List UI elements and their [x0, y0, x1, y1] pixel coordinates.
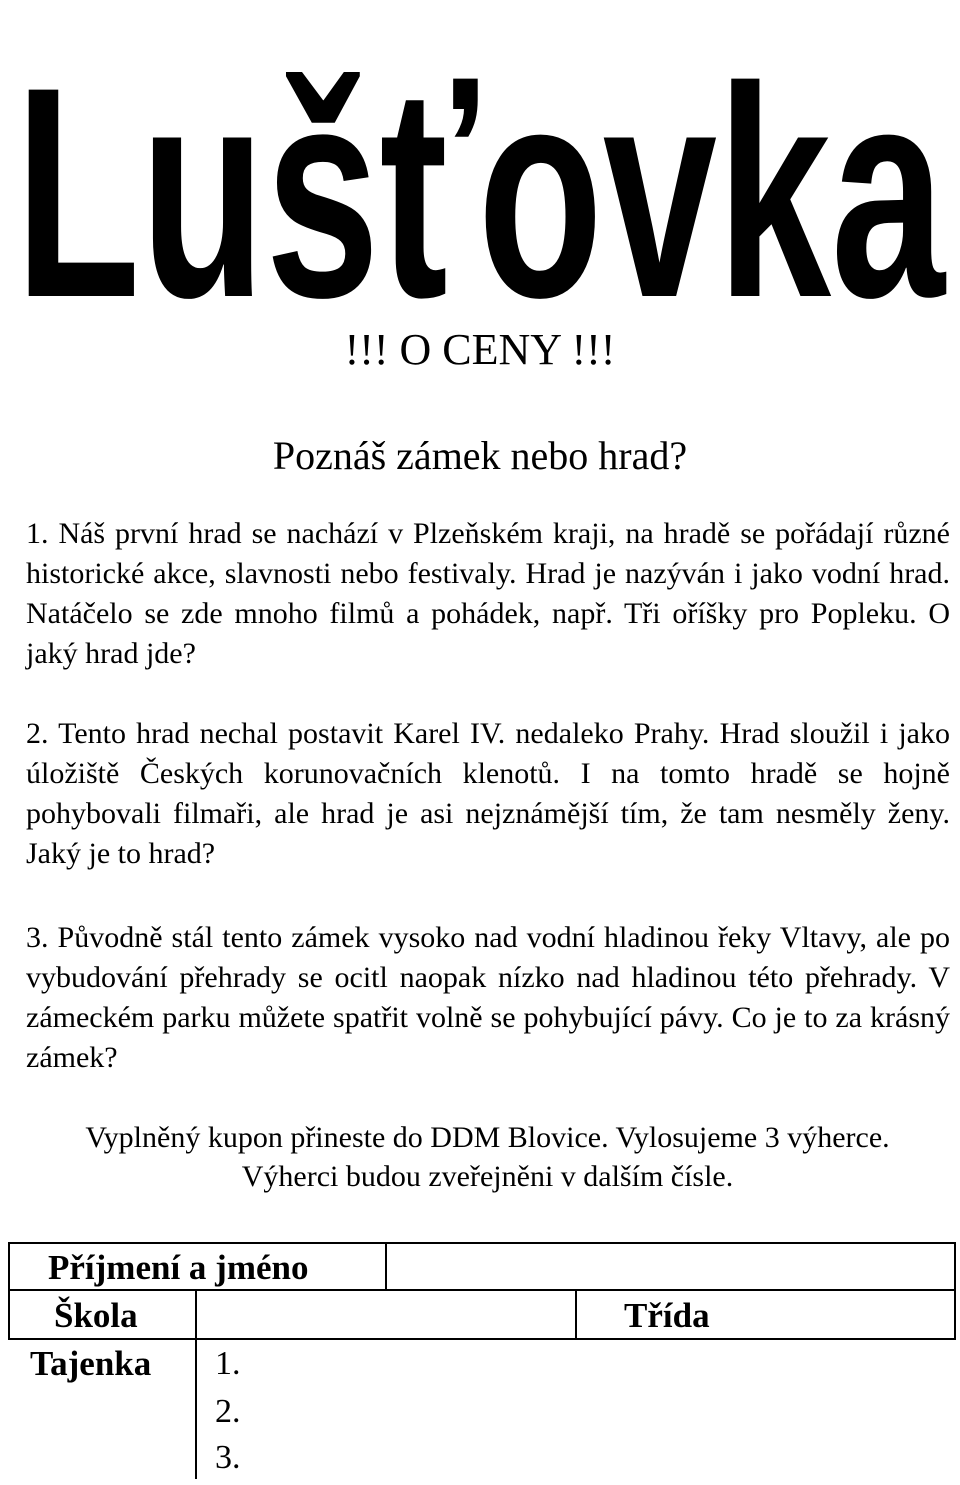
answer-number-2: 2.: [215, 1393, 241, 1430]
quiz-title: Poznáš zámek nebo hrad?: [272, 433, 688, 478]
school-label: Škola: [54, 1296, 138, 1335]
coupon-divider-2: [8, 1338, 956, 1340]
answer-number-3: 3.: [215, 1439, 241, 1476]
coupon-border-top: [8, 1242, 956, 1244]
coupon-border-right: [954, 1242, 956, 1339]
name-label: Příjmení a jméno: [48, 1248, 309, 1287]
question-2: 2. Tento hrad nechal postavit Karel IV. nedaleko Prahy. Hrad sloužil i jako úložiště Českých korunovačních klenotů. I na tomto hradě se hojně pohybovali filmaři, ale hrad je asi nejznámější tím, že tam nesměly ženy. Jaký je to hrad?: [26, 717, 950, 870]
winners-note: Výherci budou zveřejněni v dalším čísle.: [241, 1160, 734, 1193]
class-label: Třída: [624, 1296, 710, 1335]
answer-label: Tajenka: [30, 1344, 152, 1383]
coupon-border-left: [8, 1242, 10, 1339]
question-3: 3. Původně stál tento zámek vysoko nad vodní hladinou řeky Vltavy, ale po vybudování přehrady se ocitl naopak nízko nad hladinou této přehrady. V zámeckém parku můžete spatřit volně se pohybující pávy. Co je to za krásný zámek?: [26, 921, 950, 1074]
coupon-divider-class: [575, 1289, 577, 1339]
coupon-instructions: Vyplněný kupon přineste do DDM Blovice. Vylosujeme 3 výherce.: [85, 1121, 890, 1154]
lustovka-logo: [0, 0, 960, 330]
coupon-divider-school: [195, 1289, 197, 1479]
logo-text: Lušťovka: [15, 24, 947, 330]
coupon-divider-name: [385, 1242, 387, 1290]
question-1: 1. Náš první hrad se nachází v Plzeňském kraji, na hradě se pořádají různé historické akce, slavnosti nebo festivaly. Hrad je nazýván i jako vodní hrad. Natáčelo se zde mnoho filmů a pohádek, např. Tři oříšky pro Popleku. O jaký hrad jde?: [26, 517, 950, 670]
prizes-banner: !!! O CENY !!!: [344, 325, 616, 374]
coupon-divider-1: [8, 1289, 956, 1291]
answer-number-1: 1.: [215, 1345, 241, 1382]
